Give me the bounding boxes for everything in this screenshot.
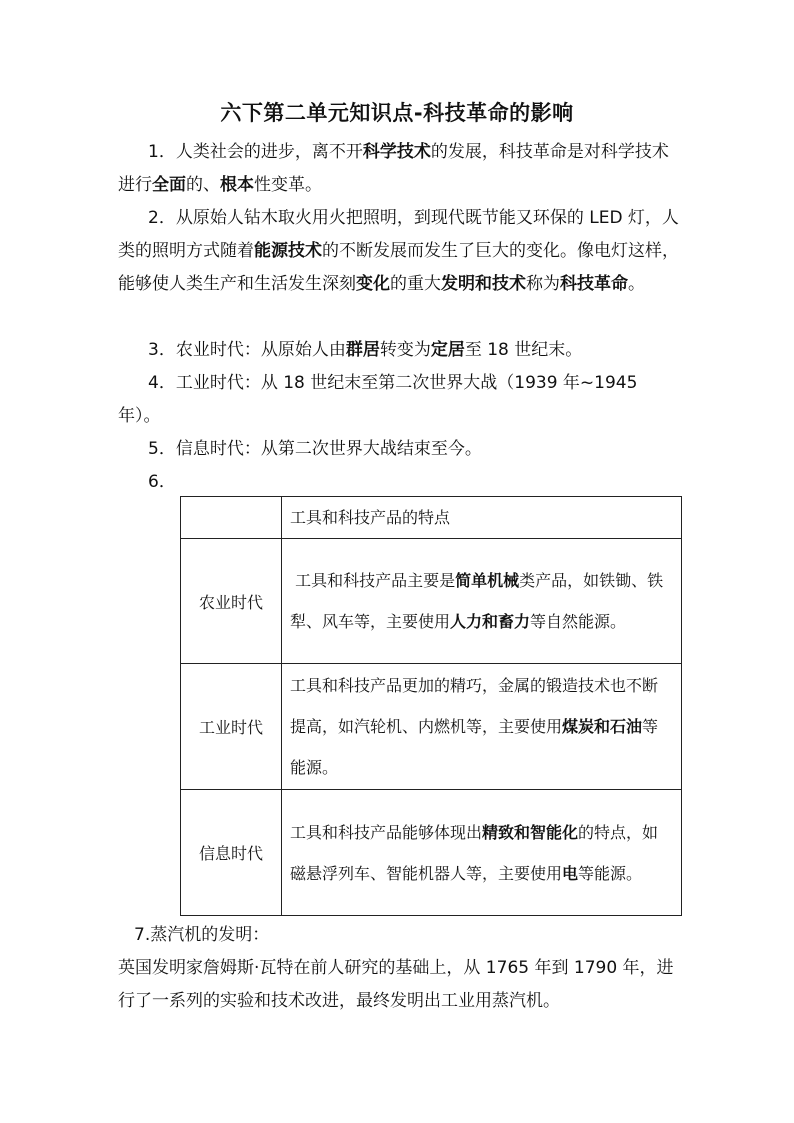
features-cell: 工具和科技产品更加的精巧，金属的锻造技术也不断提高，如汽轮机、内燃机等，主要使用煤炭和石油等能源。 bbox=[282, 664, 682, 790]
features-cell: 工具和科技产品能够体现出精致和智能化的特点，如磁悬浮列车、智能机器人等，主要使用电等能源。 bbox=[282, 790, 682, 916]
point-1: 1．人类社会的进步，离不开科学技术的发展，科技革命是对科学技术进行全面的、根本性变革。 bbox=[118, 142, 669, 195]
header-cell-features: 工具和科技产品的特点 bbox=[282, 497, 682, 539]
era-cell: 工业时代 bbox=[181, 664, 282, 790]
keyword: 全面 bbox=[152, 175, 186, 195]
point-number: 5． bbox=[148, 439, 176, 459]
table-row bbox=[181, 664, 682, 790]
point-7-heading: 7.蒸汽机的发明： bbox=[134, 925, 270, 945]
header-cell-era bbox=[181, 497, 282, 539]
point-5: 5．信息时代：从第二次世界大战结束至今。 bbox=[148, 439, 482, 459]
era-cell: 信息时代 bbox=[181, 790, 282, 916]
keyword: 电 bbox=[562, 863, 579, 883]
keyword: 定居 bbox=[430, 340, 465, 360]
point-2: 2．从原始人钻木取火用火把照明，到现代既节能又环保的 LED 灯，人类的照明方式随着能源技术的不断发展而发生了巨大的变化。像电灯这样，能够使人类生产和生活发生深刻变化的重大发明和技术称为科技革命。 bbox=[118, 208, 679, 294]
point-4: 4．工业时代：从 18 世纪末至第二次世界大战（1939 年~1945 年）。 bbox=[118, 373, 638, 426]
point-number: 6． bbox=[148, 472, 176, 492]
keyword: 变化 bbox=[356, 274, 390, 294]
point-7-body: 英国发明家詹姆斯·瓦特在前人研究的基础上，从 1765 年到 1790 年，进行了一系列的实验和技术改进，最终发明出工业用蒸汽机。 bbox=[118, 958, 674, 1011]
table-header-row bbox=[181, 497, 682, 539]
point-6 bbox=[118, 466, 680, 499]
features-cell: 工具和科技产品主要是简单机械类产品，如铁锄、铁犁、风车等，主要使用人力和畜力等自然能源。 bbox=[282, 539, 682, 664]
keyword: 煤炭和石油 bbox=[562, 717, 643, 736]
keyword: 发明和技术 bbox=[441, 274, 526, 294]
keyword: 精致和智能化 bbox=[482, 822, 579, 842]
keyword: 科技革命 bbox=[560, 274, 628, 294]
point-number: 2． bbox=[148, 208, 176, 228]
keyword: 人力和畜力 bbox=[450, 612, 531, 631]
point-3: 3．农业时代：从原始人由群居转变为定居至 18 世纪末。 bbox=[148, 340, 583, 360]
point-number: 4． bbox=[148, 373, 176, 393]
keyword: 根本 bbox=[220, 175, 254, 195]
keyword: 简单机械 bbox=[455, 571, 520, 590]
keyword: 科学技术 bbox=[362, 142, 431, 162]
point-number: 1． bbox=[148, 142, 176, 162]
keyword: 能源技术 bbox=[254, 241, 322, 261]
era-cell: 农业时代 bbox=[181, 539, 282, 664]
point-number: 3． bbox=[148, 340, 176, 360]
keyword: 群居 bbox=[345, 340, 380, 360]
features-table bbox=[180, 496, 682, 916]
table-row bbox=[181, 790, 682, 916]
page-title: 六下第二单元知识点-科技革命的影响 bbox=[220, 101, 574, 125]
table-row bbox=[181, 539, 682, 664]
